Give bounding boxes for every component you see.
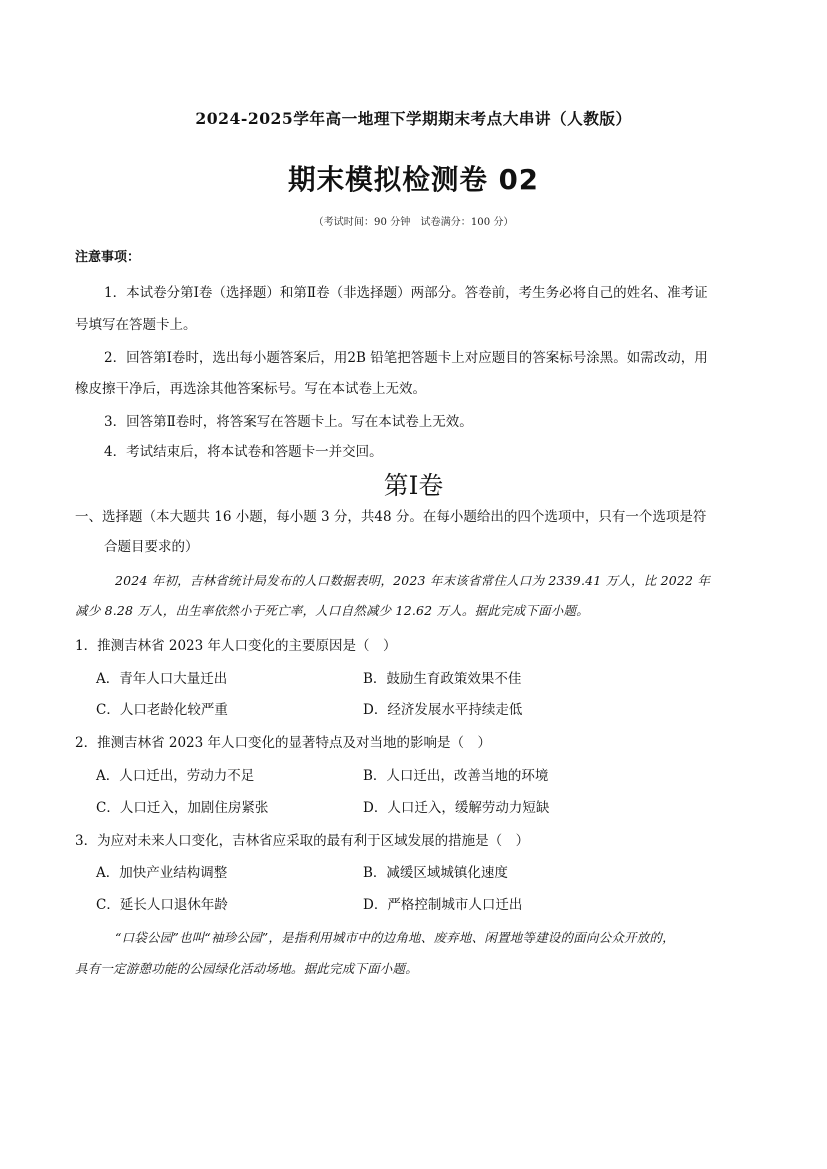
question-1-option-b: B．鼓励生育政策效果不佳: [363, 671, 522, 687]
question-1-option-c: C．人口老龄化较严重: [96, 702, 228, 718]
notice-item-2-line-2: 橡皮擦干净后，再选涂其他答案标号。写在本试卷上无效。: [75, 381, 426, 397]
question-1-stem: 1．推测吉林省 2023 年人口变化的主要原因是（ ）: [75, 638, 397, 654]
notice-item-4: 4．考试结束后，将本试卷和答题卡一并交回。: [104, 444, 383, 460]
question-3-stem: 3．为应对未来人口变化，吉林省应采取的最有利于区域发展的措施是（ ）: [75, 833, 530, 849]
question-3-option-a: A．加快产业结构调整: [96, 865, 228, 881]
passage-1-line-1: 2024 年初，吉林省统计局发布的人口数据表明，2023 年末该省常住人口为 2339.41 万人，比 2022 年: [115, 573, 711, 588]
section-title: 第Ⅰ卷: [383, 471, 444, 500]
notice-item-3: 3．回答第Ⅱ卷时，将答案写在答题卡上。写在本试卷上无效。: [104, 414, 473, 430]
passage-2-line-2: 具有一定游憩功能的公园绿化活动场地。据此完成下面小题。: [75, 961, 418, 976]
question-2-stem: 2．推测吉林省 2023 年人口变化的显著特点及对当地的影响是（ ）: [75, 735, 492, 751]
notice-item-1-line-1: 1．本试卷分第Ⅰ卷（选择题）和第Ⅱ卷（非选择题）两部分。答卷前，考生务必将自己的姓名、准考证: [104, 285, 708, 301]
exam-info: （考试时间：90 分钟 试卷满分：100 分）: [313, 217, 514, 228]
question-3-option-d: D．严格控制城市人口迁出: [363, 897, 523, 913]
question-3-option-c: C．延长人口退休年龄: [96, 897, 228, 913]
main-title: 期末模拟检测卷 02: [288, 163, 539, 196]
question-3-option-b: B．减缓区域城镇化速度: [363, 865, 508, 881]
section-instruction-line-1: 一、选择题（本大题共 16 小题，每小题 3 分，共48 分。在每小题给出的四个选项中，只有一个选项是符: [75, 509, 707, 525]
question-2-option-b: B．人口迁出，改善当地的环境: [363, 768, 549, 784]
passage-1-line-2: 减少 8.28 万人，出生率依然小于死亡率，人口自然减少 12.62 万人。据此完成下面小题。: [75, 603, 589, 618]
question-1-option-a: A．青年人口大量迁出: [96, 671, 228, 687]
question-2-option-a: A．人口迁出，劳动力不足: [96, 768, 255, 784]
notice-heading: 注意事项：: [75, 250, 141, 265]
notice-item-2-line-1: 2．回答第Ⅰ卷时，选出每小题答案后，用2B 铅笔把答题卡上对应题目的答案标号涂黑。如需改动，用: [104, 350, 708, 366]
question-2-option-d: D．人口迁入，缓解劳动力短缺: [363, 800, 550, 816]
question-2-option-c: C．人口迁入，加剧住房紧张: [96, 800, 269, 816]
notice-item-1-line-2: 号填写在答题卡上。: [75, 317, 197, 333]
section-instruction-line-2: 合题目要求的）: [104, 539, 199, 555]
passage-2-line-1: “口袋公园”也叫“袖珍公园”，是指利用城市中的边角地、废弃地、闲置地等建设的面向公众开放的，: [115, 930, 675, 945]
series-title: 2024-2025学年高一地理下学期期末考点大串讲（人教版）: [195, 109, 632, 128]
question-1-option-d: D．经济发展水平持续走低: [363, 702, 523, 718]
